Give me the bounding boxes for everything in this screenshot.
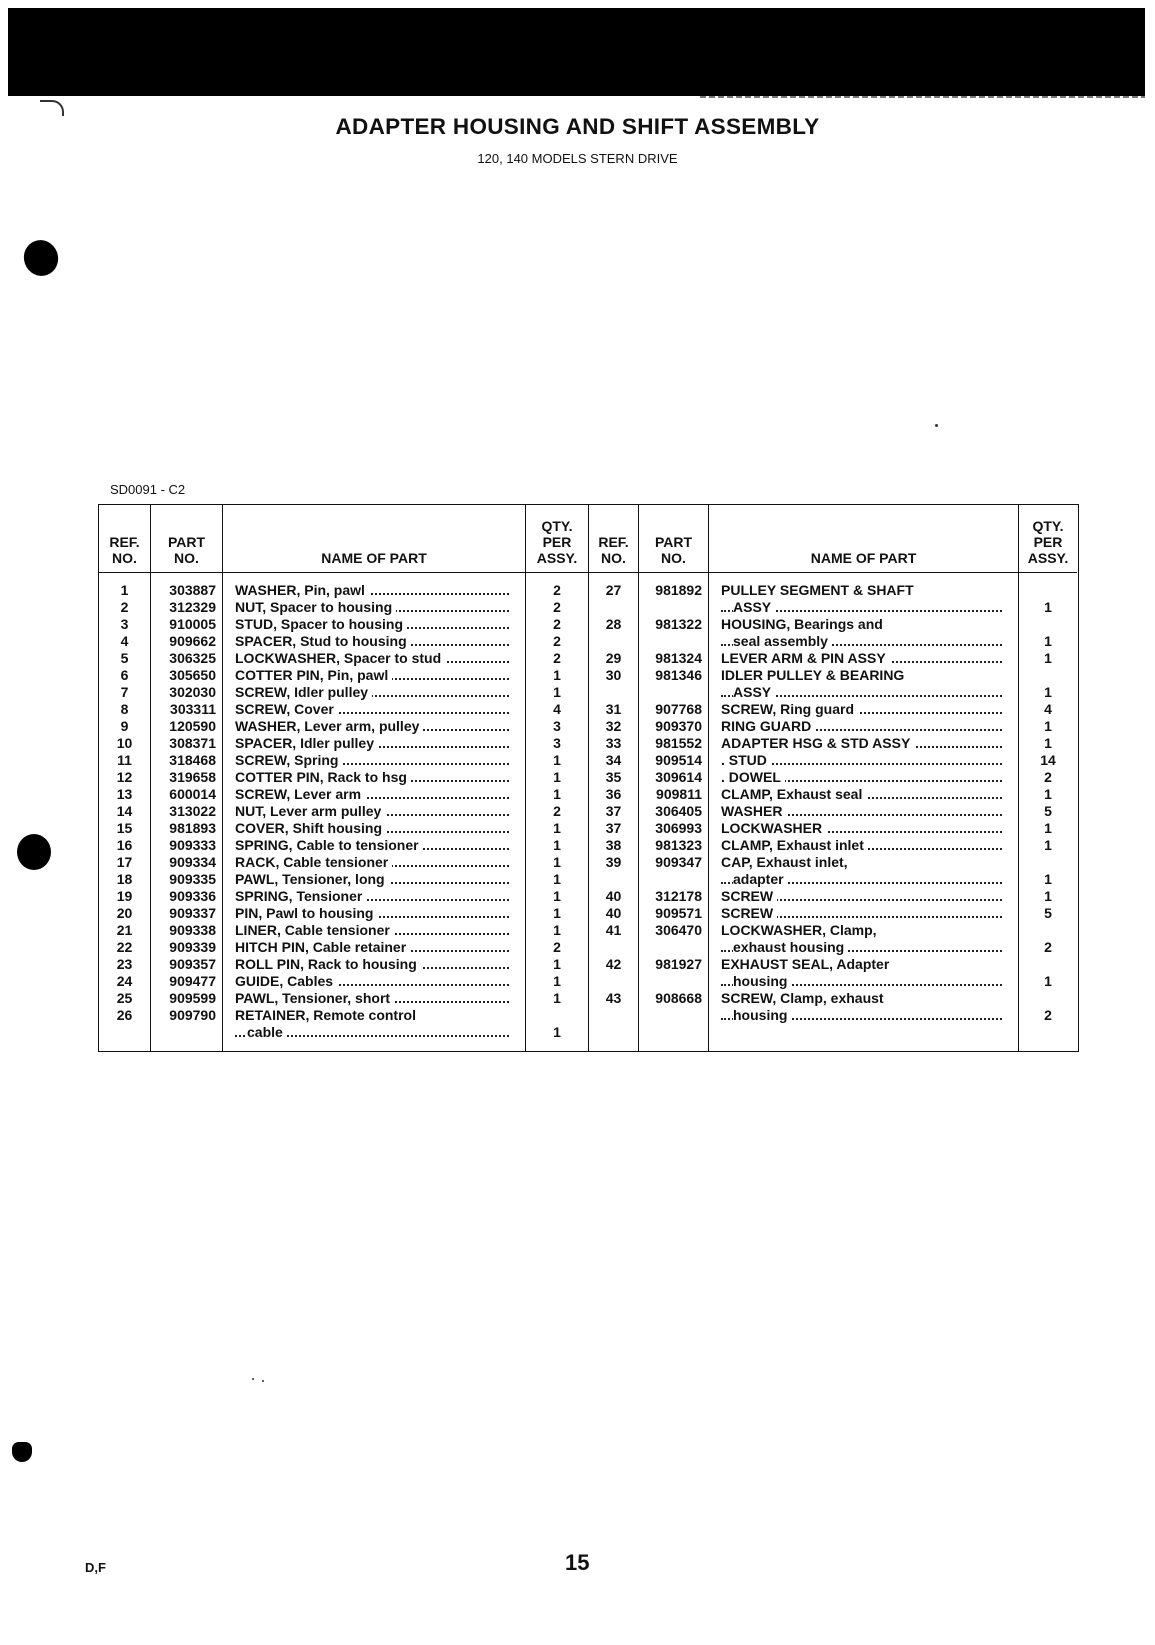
qty-cell: 1	[1044, 718, 1052, 734]
qty-cell: 1	[553, 1024, 561, 1040]
part-no-cell: 909477	[169, 973, 216, 989]
part-name-cell: cable	[223, 1024, 525, 1041]
part-no-cell: 309614	[655, 769, 702, 785]
qty-cell: 1	[1044, 599, 1052, 615]
part-name-cell: LOCKWASHER	[709, 820, 1018, 837]
part-name-cell: RING GUARD	[709, 718, 1018, 735]
ref-no-cell: 30	[605, 667, 622, 683]
part-no-cell: 318468	[169, 752, 216, 768]
part-no-cell: 306325	[169, 650, 216, 666]
col-left-part-no	[151, 505, 223, 1051]
part-name-cell: SPACER, Stud to housing	[223, 633, 525, 650]
header-label: PART NO.	[654, 534, 693, 566]
part-name-cell: PULLEY SEGMENT & SHAFT	[709, 582, 1018, 599]
qty-cell: 1	[553, 769, 561, 785]
header-bar-torn-edge	[700, 96, 1145, 98]
ref-no-cell: 18	[116, 871, 133, 887]
qty-cell: 1	[553, 990, 561, 1006]
part-name-cell: STUD, Spacer to housing	[223, 616, 525, 633]
header-label: NAME OF PART	[810, 550, 917, 566]
part-name-cell: NUT, Spacer to housing	[223, 599, 525, 616]
ref-no-cell	[589, 599, 638, 616]
qty-cell: 2	[553, 939, 561, 955]
part-name-cell: WASHER, Lever arm, pulley	[223, 718, 525, 735]
qty-cell: 5	[1044, 905, 1052, 921]
qty-cell: 1	[553, 973, 561, 989]
part-no-cell: 909811	[656, 786, 702, 802]
part-no-cell: 981322	[655, 616, 702, 632]
qty-cell: 3	[553, 718, 561, 734]
part-no-cell	[639, 973, 708, 990]
part-no-cell: 981892	[655, 582, 702, 598]
scan-speck	[935, 424, 938, 427]
page-title: ADAPTER HOUSING AND SHIFT ASSEMBLY	[335, 114, 820, 139]
part-name-cell: SCREW, Clamp, exhaust	[709, 990, 1018, 1007]
ref-no-cell: 39	[605, 854, 622, 870]
part-no-cell: 907768	[655, 701, 702, 717]
part-name-cell: EXHAUST SEAL, Adapter	[709, 956, 1018, 973]
header-qty-per-assy	[526, 505, 588, 573]
part-no-cell: 909347	[655, 854, 702, 870]
qty-cell: 2	[553, 633, 561, 649]
part-name-cell: RACK, Cable tensioner	[223, 854, 525, 871]
ref-no-cell: 40	[605, 888, 622, 904]
ref-no-cell: 1	[120, 582, 129, 598]
part-no-cell: 981324	[655, 650, 702, 666]
part-name-cell: CAP, Exhaust inlet,	[709, 854, 1018, 871]
ref-no-cell: 19	[116, 888, 133, 904]
ref-no-cell: 8	[120, 701, 129, 717]
part-no-cell	[639, 684, 708, 701]
ref-no-cell: 35	[605, 769, 622, 785]
part-no-cell: 600014	[169, 786, 216, 802]
qty-cell	[1019, 616, 1077, 633]
ref-no-cell: 20	[116, 905, 133, 921]
part-name-cell: housing	[709, 973, 1018, 990]
part-no-cell: 319658	[169, 769, 216, 785]
part-no-cell: 909599	[169, 990, 216, 1006]
part-no-cell	[639, 939, 708, 956]
qty-cell: 4	[553, 701, 561, 717]
part-name-cell: SCREW, Lever arm	[223, 786, 525, 803]
part-name-cell: PIN, Pawl to housing	[223, 905, 525, 922]
part-no-cell: 909339	[169, 939, 216, 955]
part-name-cell: SCREW, Idler pulley	[223, 684, 525, 701]
binder-hole-icon	[17, 834, 51, 870]
ref-no-cell: 32	[605, 718, 622, 734]
footer-code: D,F	[85, 1560, 106, 1575]
qty-cell	[526, 1007, 588, 1024]
part-no-cell: 305650	[169, 667, 216, 683]
ref-no-cell: 7	[120, 684, 129, 700]
scan-speck	[262, 1380, 264, 1382]
qty-cell: 1	[553, 871, 561, 887]
header-label: REF. NO.	[109, 534, 140, 566]
part-name-cell: HITCH PIN, Cable retainer	[223, 939, 525, 956]
ref-no-cell	[589, 871, 638, 888]
part-name-cell: . STUD	[709, 752, 1018, 769]
part-name-cell: ADAPTER HSG & STD ASSY	[709, 735, 1018, 752]
qty-cell: 14	[1040, 752, 1056, 768]
part-name-cell: COTTER PIN, Rack to hsg	[223, 769, 525, 786]
part-no-cell: 303887	[169, 582, 216, 598]
binder-hole-icon	[12, 1442, 32, 1462]
qty-cell: 2	[1044, 1007, 1052, 1023]
part-no-cell	[639, 599, 708, 616]
scan-speck	[252, 1378, 254, 1380]
part-name-cell: COTTER PIN, Pin, pawl	[223, 667, 525, 684]
ref-no-cell: 42	[605, 956, 622, 972]
part-name-cell: SPACER, Idler pulley	[223, 735, 525, 752]
ref-no-cell: 25	[116, 990, 133, 1006]
ref-no-cell: 40	[605, 905, 622, 921]
ref-no-cell: 26	[116, 1007, 133, 1023]
part-name-cell: SCREW, Ring guard	[709, 701, 1018, 718]
part-no-cell: 120590	[169, 718, 216, 734]
ref-no-cell: 9	[120, 718, 129, 734]
qty-cell: 1	[553, 752, 561, 768]
ref-no-cell	[589, 939, 638, 956]
header-label: NAME OF PART	[321, 550, 427, 566]
scanned-black-header-bar	[8, 8, 1145, 96]
ref-no-cell: 3	[120, 616, 129, 632]
qty-cell: 5	[1044, 803, 1052, 819]
part-no-cell: 909790	[169, 1007, 216, 1023]
part-no-cell: 981552	[655, 735, 702, 751]
part-no-cell: 909334	[169, 854, 216, 870]
qty-cell: 2	[1044, 769, 1052, 785]
ref-no-cell	[589, 684, 638, 701]
header-qty-per-assy	[1019, 505, 1077, 573]
ref-no-cell: 11	[117, 752, 132, 768]
part-name-cell: ASSY	[709, 684, 1018, 701]
part-name-cell: PAWL, Tensioner, long	[223, 871, 525, 888]
qty-cell: 2	[553, 650, 561, 666]
part-name-cell: GUIDE, Cables	[223, 973, 525, 990]
ref-no-cell: 34	[605, 752, 622, 768]
part-no-cell: 909357	[169, 956, 216, 972]
ref-no-cell: 4	[120, 633, 129, 649]
part-name-cell: ASSY	[709, 599, 1018, 616]
qty-cell: 3	[553, 735, 561, 751]
ref-no-cell: 15	[116, 820, 133, 836]
page-number: 15	[565, 1550, 590, 1575]
part-name-cell: ROLL PIN, Rack to housing	[223, 956, 525, 973]
qty-cell	[1019, 854, 1077, 871]
part-no-cell: 306470	[655, 922, 702, 938]
part-no-cell: 909571	[655, 905, 702, 921]
part-name-cell: LINER, Cable tensioner	[223, 922, 525, 939]
qty-cell: 1	[1044, 837, 1052, 853]
header-part-no	[639, 505, 708, 573]
part-no-cell: 981323	[655, 837, 702, 853]
part-name-cell: housing	[709, 1007, 1018, 1024]
ref-no-cell: 28	[605, 616, 622, 632]
page-subtitle: 120, 140 MODELS STERN DRIVE	[477, 151, 678, 166]
part-name-cell: WASHER	[709, 803, 1018, 820]
part-no-cell: 909336	[169, 888, 216, 904]
qty-cell: 2	[553, 582, 561, 598]
header-ref-no	[99, 505, 150, 573]
qty-cell: 2	[553, 599, 561, 615]
qty-cell: 2	[553, 616, 561, 632]
header-label: QTY. PER ASSY.	[1027, 518, 1069, 566]
qty-cell: 1	[553, 905, 561, 921]
qty-cell: 1	[1044, 684, 1052, 700]
ref-no-cell: 36	[605, 786, 622, 802]
part-no-cell: 910005	[169, 616, 216, 632]
part-no-cell: 981927	[655, 956, 702, 972]
qty-cell: 1	[1044, 650, 1052, 666]
header-name-of-part	[223, 505, 525, 573]
part-no-cell	[639, 1007, 708, 1024]
part-name-cell: . DOWEL	[709, 769, 1018, 786]
ref-no-cell: 33	[605, 735, 622, 751]
ref-no-cell: 43	[605, 990, 622, 1006]
part-name-cell: NUT, Lever arm pulley	[223, 803, 525, 820]
qty-cell	[1019, 582, 1077, 599]
col-left-qty	[526, 505, 589, 1051]
qty-cell: 1	[553, 854, 561, 870]
part-name-cell: exhaust housing	[709, 939, 1018, 956]
part-name-cell: SCREW, Cover	[223, 701, 525, 718]
col-right-name	[709, 505, 1019, 1051]
ref-no-cell: 22	[116, 939, 133, 955]
part-no-cell: 308371	[169, 735, 216, 751]
qty-cell: 1	[1044, 888, 1052, 904]
ref-no-cell: 23	[116, 956, 133, 972]
ref-no-cell: 12	[116, 769, 133, 785]
part-no-cell: 306405	[655, 803, 702, 819]
part-name-cell: SPRING, Tensioner	[223, 888, 525, 905]
qty-cell: 1	[1044, 786, 1052, 802]
part-no-cell: 312178	[655, 888, 702, 904]
qty-cell: 2	[1044, 939, 1052, 955]
ref-no-cell	[589, 973, 638, 990]
ref-no-cell: 6	[120, 667, 129, 683]
part-no-cell: 909662	[169, 633, 216, 649]
part-name-cell: LEVER ARM & PIN ASSY	[709, 650, 1018, 667]
qty-cell	[1019, 956, 1077, 973]
qty-cell: 1	[553, 820, 561, 836]
qty-cell: 4	[1044, 701, 1052, 717]
part-name-cell: RETAINER, Remote control	[223, 1007, 525, 1024]
header-part-no	[151, 505, 222, 573]
ref-no-cell: 17	[116, 854, 133, 870]
ref-no-cell: 37	[605, 820, 622, 836]
part-no-cell	[639, 633, 708, 650]
ref-no-cell: 14	[116, 803, 133, 819]
ref-no-cell: 37	[605, 803, 622, 819]
qty-cell: 1	[553, 922, 561, 938]
ref-no-cell	[99, 1024, 150, 1041]
part-no-cell: 303311	[170, 701, 216, 717]
qty-cell: 1	[1044, 820, 1052, 836]
part-no-cell: 312329	[169, 599, 216, 615]
part-name-cell: IDLER PULLEY & BEARING	[709, 667, 1018, 684]
parts-table	[98, 504, 1079, 1052]
part-name-cell: adapter	[709, 871, 1018, 888]
part-name-cell: WASHER, Pin, pawl	[223, 582, 525, 599]
part-no-cell: 909514	[655, 752, 702, 768]
ref-no-cell: 13	[116, 786, 133, 802]
qty-cell: 1	[1044, 973, 1052, 989]
ref-no-cell: 10	[116, 735, 133, 751]
diagram-code: SD0091 - C2	[110, 482, 186, 497]
col-left-ref-no	[99, 505, 151, 1051]
part-no-cell: 306993	[655, 820, 702, 836]
part-name-cell: SCREW	[709, 905, 1018, 922]
part-name-cell: SCREW	[709, 888, 1018, 905]
header-ref-no	[589, 505, 638, 573]
header-label: QTY. PER ASSY.	[536, 518, 578, 566]
part-no-cell	[151, 1024, 222, 1041]
part-name-cell: SCREW, Spring	[223, 752, 525, 769]
qty-cell: 1	[553, 684, 561, 700]
qty-cell: 1	[553, 956, 561, 972]
part-no-cell: 981346	[655, 667, 702, 683]
qty-cell: 2	[553, 803, 561, 819]
ref-no-cell: 41	[605, 922, 622, 938]
part-no-cell: 909335	[169, 871, 216, 887]
part-no-cell: 313022	[169, 803, 216, 819]
ref-no-cell	[589, 633, 638, 650]
col-right-part-no	[639, 505, 709, 1051]
part-name-cell: HOUSING, Bearings and	[709, 616, 1018, 633]
part-name-cell: CLAMP, Exhaust inlet	[709, 837, 1018, 854]
part-no-cell: 302030	[169, 684, 216, 700]
ref-no-cell: 5	[120, 650, 129, 666]
ref-no-cell: 24	[116, 973, 133, 989]
header-label: PART NO.	[167, 534, 206, 566]
qty-cell: 1	[1044, 735, 1052, 751]
part-no-cell: 981893	[169, 820, 216, 836]
part-name-cell: LOCKWASHER, Clamp,	[709, 922, 1018, 939]
qty-cell: 1	[553, 888, 561, 904]
part-no-cell: 909338	[169, 922, 216, 938]
qty-cell: 1	[553, 786, 561, 802]
ref-no-cell: 27	[605, 582, 622, 598]
qty-cell: 1	[553, 837, 561, 853]
qty-cell: 1	[1044, 633, 1052, 649]
part-no-cell: 909370	[655, 718, 702, 734]
part-name-cell: CLAMP, Exhaust seal	[709, 786, 1018, 803]
qty-cell	[1019, 990, 1077, 1007]
part-name-cell: SPRING, Cable to tensioner	[223, 837, 525, 854]
col-left-name	[223, 505, 526, 1051]
part-no-cell: 909337	[169, 905, 216, 921]
binder-hole-icon	[19, 235, 63, 280]
header-name-of-part	[709, 505, 1018, 573]
col-right-ref-no	[589, 505, 639, 1051]
qty-cell	[1019, 667, 1077, 684]
ref-no-cell: 2	[120, 599, 129, 615]
ref-no-cell: 16	[116, 837, 133, 853]
ref-no-cell: 29	[605, 650, 622, 666]
part-name-cell: LOCKWASHER, Spacer to stud	[223, 650, 525, 667]
ref-no-cell	[589, 1007, 638, 1024]
qty-cell: 1	[553, 667, 561, 683]
part-no-cell	[639, 871, 708, 888]
qty-cell: 1	[1044, 871, 1052, 887]
ref-no-cell: 31	[605, 701, 622, 717]
qty-cell	[1019, 922, 1077, 939]
header-label: REF. NO.	[598, 534, 629, 566]
part-no-cell: 909333	[169, 837, 216, 853]
ref-no-cell: 21	[116, 922, 133, 938]
part-name-cell: COVER, Shift housing	[223, 820, 525, 837]
col-right-qty	[1019, 505, 1077, 1051]
part-name-cell: seal assembly	[709, 633, 1018, 650]
ref-no-cell: 38	[605, 837, 622, 853]
part-name-cell: PAWL, Tensioner, short	[223, 990, 525, 1007]
part-no-cell: 908668	[655, 990, 702, 1006]
